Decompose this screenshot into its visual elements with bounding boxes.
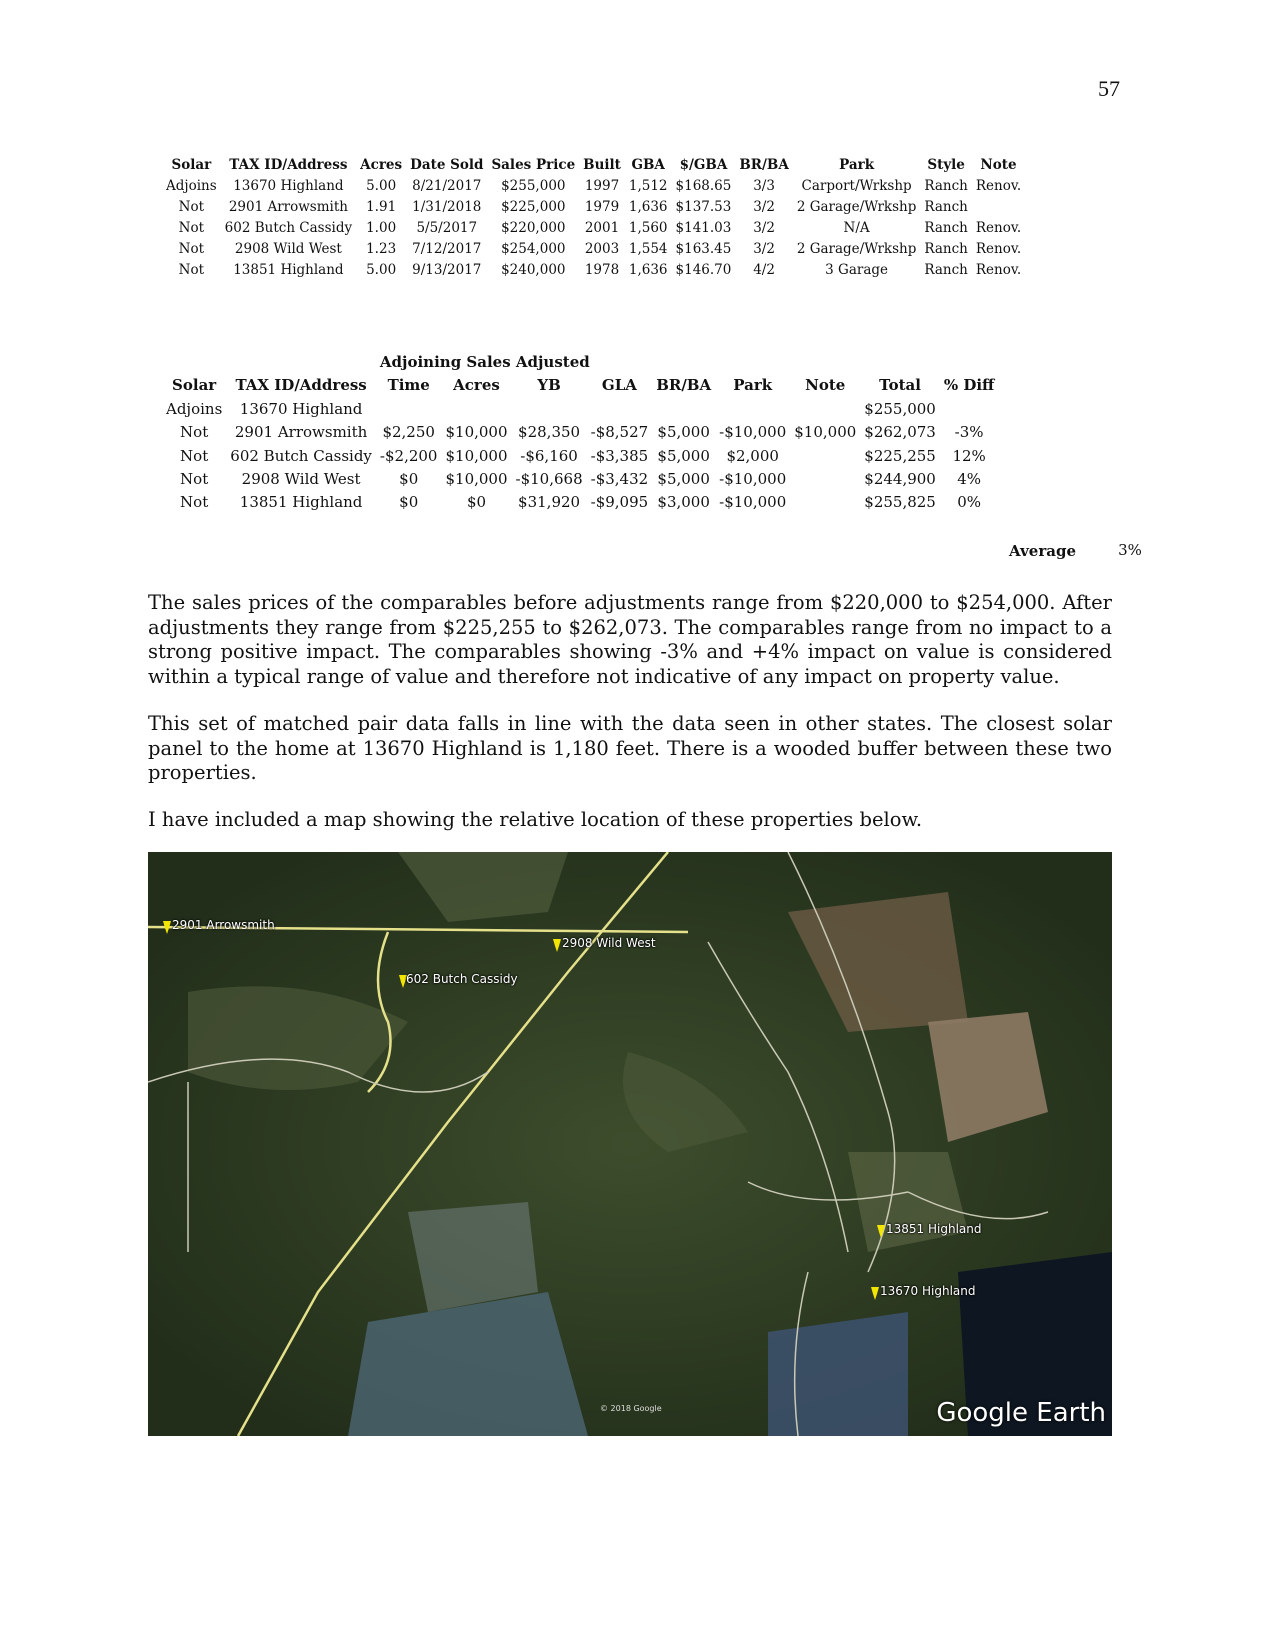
sales-table-header-cell: BR/BA — [739, 157, 789, 173]
sales-table-cell: Renov. — [975, 220, 1022, 236]
sales-table-cell: 5.00 — [366, 262, 397, 278]
sales-table-cell: 1.91 — [366, 199, 397, 215]
adjusted-table-header-cell: % Diff — [943, 376, 995, 395]
adjusted-table-cell: $5,000 — [657, 470, 710, 489]
sales-table-cell: 1.23 — [366, 241, 397, 257]
sales-table-header-cell: Style — [927, 157, 965, 173]
sales-table-cell: 1,560 — [628, 220, 668, 236]
adjusted-table-header-cell: Park — [733, 376, 773, 395]
adjusted-table-cell: 2901 Arrowsmith — [234, 423, 368, 442]
adjusted-table-header-cell: YB — [537, 376, 561, 395]
table-row — [162, 176, 1025, 197]
adjusted-table-cell — [940, 398, 999, 421]
adjusted-table-cell — [790, 491, 860, 514]
sales-table-cell: 13851 Highland — [233, 262, 344, 278]
adjusted-table-caption-row — [162, 351, 998, 374]
sales-table-cell: Adjoins — [166, 178, 217, 194]
location-map — [148, 852, 1112, 1436]
adjusted-table-header-cell: BR/BA — [656, 376, 712, 395]
adjusted-table-cell: 12% — [952, 446, 986, 465]
pin-icon — [552, 938, 562, 952]
map-label-wild-west: 2908 Wild West — [562, 936, 656, 950]
sales-table-cell: Not — [178, 199, 205, 215]
adjusted-table-cell: $5,000 — [657, 446, 710, 465]
page-number: 57 — [1098, 76, 1120, 101]
adjusted-table-cell: $10,000 — [445, 423, 508, 442]
sales-table-cell: Ranch — [924, 199, 968, 215]
adjusted-table-cell: -$3,385 — [590, 446, 649, 465]
sales-table-cell: 3/2 — [753, 241, 775, 257]
sales-table-cell: $240,000 — [501, 262, 566, 278]
sales-table-header-cell: Built — [583, 157, 621, 173]
adjusted-table-cell: 4% — [957, 470, 981, 489]
adjusted-table-cell: Not — [180, 493, 209, 512]
sales-table-cell: 1997 — [584, 178, 620, 194]
sales-table-cell: Renov. — [975, 178, 1022, 194]
sales-table-cell: 2908 Wild West — [234, 241, 342, 257]
sales-table-cell: 1.00 — [366, 220, 397, 236]
adjusted-table-cell: $10,000 — [445, 470, 508, 489]
adjusted-table-cell: $225,255 — [864, 446, 936, 465]
sales-table-cell: $163.45 — [675, 241, 732, 257]
adjusted-table-cell: $255,000 — [864, 399, 936, 418]
sales-table-cell: 5.00 — [366, 178, 397, 194]
sales-table-cell: $146.70 — [675, 262, 732, 278]
sales-table-cell: Not — [178, 262, 205, 278]
table-row — [162, 445, 998, 468]
sales-table-cell: 7/12/2017 — [412, 241, 482, 257]
table-row — [162, 197, 1025, 218]
sales-table-header-cell: TAX ID/Address — [229, 157, 348, 173]
sales-table-cell — [972, 197, 1025, 218]
sales-table-cell: 1,512 — [628, 178, 668, 194]
sales-table-cell: $137.53 — [675, 199, 732, 215]
google-earth-logo: Google Earth — [936, 1398, 1106, 1428]
sales-table-cell: Ranch — [924, 262, 968, 278]
table-row — [162, 421, 998, 444]
sales-table-cell: Ranch — [924, 241, 968, 257]
sales-table-cell: 8/21/2017 — [412, 178, 482, 194]
sales-table-cell: $255,000 — [501, 178, 566, 194]
adjusted-table-cell: $0 — [399, 493, 419, 512]
adjusted-table-cell: $10,000 — [445, 446, 508, 465]
adjusted-table-cell: $255,825 — [864, 493, 936, 512]
sales-table-cell: $220,000 — [501, 220, 566, 236]
sales-table-cell: $141.03 — [675, 220, 732, 236]
map-copyright: © 2018 Google — [600, 1404, 662, 1413]
adjusted-table-cell: $5,000 — [657, 423, 710, 442]
sales-table-header-cell: GBA — [631, 157, 665, 173]
sales-table-header — [162, 155, 1025, 176]
adjusted-table-cell: 602 Butch Cassidy — [230, 446, 372, 465]
adjusted-table-cell: 13670 Highland — [239, 399, 363, 418]
adjusted-table-cell: $0 — [399, 470, 419, 489]
adjusted-table-cell: -$2,200 — [379, 446, 438, 465]
adjusted-table-cell: -$10,668 — [515, 470, 583, 489]
sales-table-header-cell: Sales Price — [491, 157, 576, 173]
sales-table-cell: 1/31/2018 — [412, 199, 482, 215]
sales-table-cell: 3/3 — [753, 178, 775, 194]
sales-table-cell: Renov. — [975, 262, 1022, 278]
adjusted-table-caption: Adjoining Sales Adjusted — [379, 353, 590, 371]
adjusted-table-cell — [652, 398, 715, 421]
adjusted-table-cell: $10,000 — [794, 423, 857, 442]
adjusted-table-cell — [790, 445, 860, 468]
adjusted-table-cell: Not — [180, 470, 209, 489]
adjusted-table-cell: -$10,000 — [719, 470, 787, 489]
adjusted-table-cell: $244,900 — [864, 470, 936, 489]
pin-icon — [162, 920, 172, 934]
adjusted-table-cell — [790, 398, 860, 421]
adjusted-table-header-cell: GLA — [601, 376, 637, 395]
sales-table-header-cell: Solar — [171, 157, 212, 173]
sales-table-cell: 3/2 — [753, 199, 775, 215]
adjusted-table-cell: -$9,095 — [590, 493, 649, 512]
sales-table-cell: 2901 Arrowsmith — [228, 199, 348, 215]
sales-table-cell: 1979 — [584, 199, 620, 215]
adjusted-table-cell: $31,920 — [518, 493, 581, 512]
table-row — [162, 398, 998, 421]
sales-table-cell: 1978 — [584, 262, 620, 278]
adjusted-table-header-cell: Time — [387, 376, 430, 395]
adjusted-table-header — [162, 374, 998, 397]
pin-icon — [870, 1286, 880, 1300]
adjusted-table-cell: Not — [180, 446, 209, 465]
map-label-butch-cassidy: 602 Butch Cassidy — [406, 972, 518, 986]
map-label-arrowsmith: 2901 Arrowsmith — [172, 918, 275, 932]
adjusted-table-header-cell: Total — [879, 376, 921, 395]
sales-table-cell: 2001 — [584, 220, 620, 236]
sales-table-cell: 1,554 — [628, 241, 668, 257]
adjusted-table-cell: 2908 Wild West — [241, 470, 361, 489]
sales-table-header-cell: Acres — [360, 157, 403, 173]
sales-table-cell: 602 Butch Cassidy — [224, 220, 353, 236]
adjusted-sales-table — [162, 351, 998, 515]
adjusted-table-cell — [512, 398, 587, 421]
adjusted-table-header-cell: TAX ID/Address — [235, 376, 367, 395]
adjusted-table-cell: $262,073 — [864, 423, 936, 442]
sales-table-cell: 9/13/2017 — [412, 262, 482, 278]
adjusted-table-cell: Not — [180, 423, 209, 442]
sales-table-cell: Carport/Wrkshp — [801, 178, 912, 194]
sales-table-cell: $168.65 — [675, 178, 732, 194]
paragraph-map-intro: I have included a map showing the relative location of these properties below. — [148, 808, 923, 831]
sales-table-header-cell: Note — [980, 157, 1017, 173]
sales-table-cell: $254,000 — [501, 241, 566, 257]
adjusted-table-cell — [376, 398, 442, 421]
adjusted-table-cell: -$10,000 — [719, 423, 787, 442]
table-row — [162, 260, 1025, 281]
adjusted-table-cell: -$3,432 — [590, 470, 649, 489]
sales-table-cell: 2 Garage/Wrkshp — [796, 241, 917, 257]
adjusted-table-cell: $3,000 — [657, 493, 710, 512]
sales-table-cell: Not — [178, 241, 205, 257]
adjusted-table-cell: $2,000 — [726, 446, 779, 465]
adjusted-table-cell: $0 — [466, 493, 487, 512]
paragraph-matched-pair: This set of matched pair data falls in line with the data seen in other states. The closest solar panel to the home at 13670 Highland is 1,180 feet. There is a wooded buffer between these two properties. — [148, 712, 1112, 784]
sales-table — [162, 155, 1025, 281]
sales-table-cell: 1,636 — [628, 262, 668, 278]
map-label-13851-highland: 13851 Highland — [886, 1222, 982, 1236]
adjusted-table-cell: -3% — [954, 423, 984, 442]
adjusted-table-cell — [715, 398, 790, 421]
sales-table-cell: Renov. — [975, 241, 1022, 257]
sales-table-cell: 2 Garage/Wrkshp — [796, 199, 917, 215]
adjusted-table-cell — [441, 398, 511, 421]
adjusted-table-cell: 13851 Highland — [239, 493, 363, 512]
adjusted-table-cell: Adjoins — [166, 399, 223, 418]
sales-table-header-cell: $/GBA — [679, 157, 728, 173]
sales-table-cell: Ranch — [924, 220, 968, 236]
adjusted-table-cell — [587, 398, 653, 421]
sales-table-cell: 3 Garage — [825, 262, 889, 278]
table-row — [162, 239, 1025, 260]
sales-table-cell: 5/5/2017 — [416, 220, 478, 236]
paragraph-price-range: The sales prices of the comparables before adjustments range from $220,000 to $254,000. After adjustments they range from $225,255 to $262,073. The comparables range from no impact to a strong positive impact. The comparables showing -3% and +4% impact on value is considered within a typical range of value and therefore not indicative of any impact on property value. — [148, 591, 1112, 688]
adjusted-table-cell: $28,350 — [518, 423, 581, 442]
adjusted-table-cell: -$6,160 — [520, 446, 578, 465]
adjusted-table-cell: $2,250 — [382, 423, 435, 442]
adjusted-table-cell: 0% — [957, 493, 981, 512]
adjusted-table-header-cell: Note — [805, 376, 846, 395]
sales-table-cell: 4/2 — [753, 262, 775, 278]
sales-table-header-cell: Date Sold — [410, 157, 484, 173]
table-row — [162, 468, 998, 491]
sales-table-cell: Ranch — [924, 178, 968, 194]
sales-table-cell: N/A — [843, 220, 870, 236]
adjusted-table-header-cell: Solar — [172, 376, 217, 395]
table-row — [162, 491, 998, 514]
average-value: 3% — [1118, 541, 1142, 559]
sales-table-header-cell: Park — [839, 157, 875, 173]
table-row — [162, 218, 1025, 239]
adjusted-table-header-cell: Acres — [453, 376, 500, 395]
adjusted-table-cell — [790, 468, 860, 491]
average-label: Average — [1009, 542, 1076, 560]
sales-table-cell: 3/2 — [753, 220, 775, 236]
adjusted-table-cell: -$8,527 — [590, 423, 649, 442]
sales-table-cell: 1,636 — [628, 199, 668, 215]
map-label-13670-highland: 13670 Highland — [880, 1284, 976, 1298]
sales-table-cell: $225,000 — [501, 199, 566, 215]
sales-table-cell: Not — [178, 220, 205, 236]
sales-table-cell: 13670 Highland — [233, 178, 344, 194]
pin-icon — [876, 1224, 886, 1238]
sales-table-cell: 2003 — [584, 241, 620, 257]
adjusted-table-cell: -$10,000 — [719, 493, 787, 512]
